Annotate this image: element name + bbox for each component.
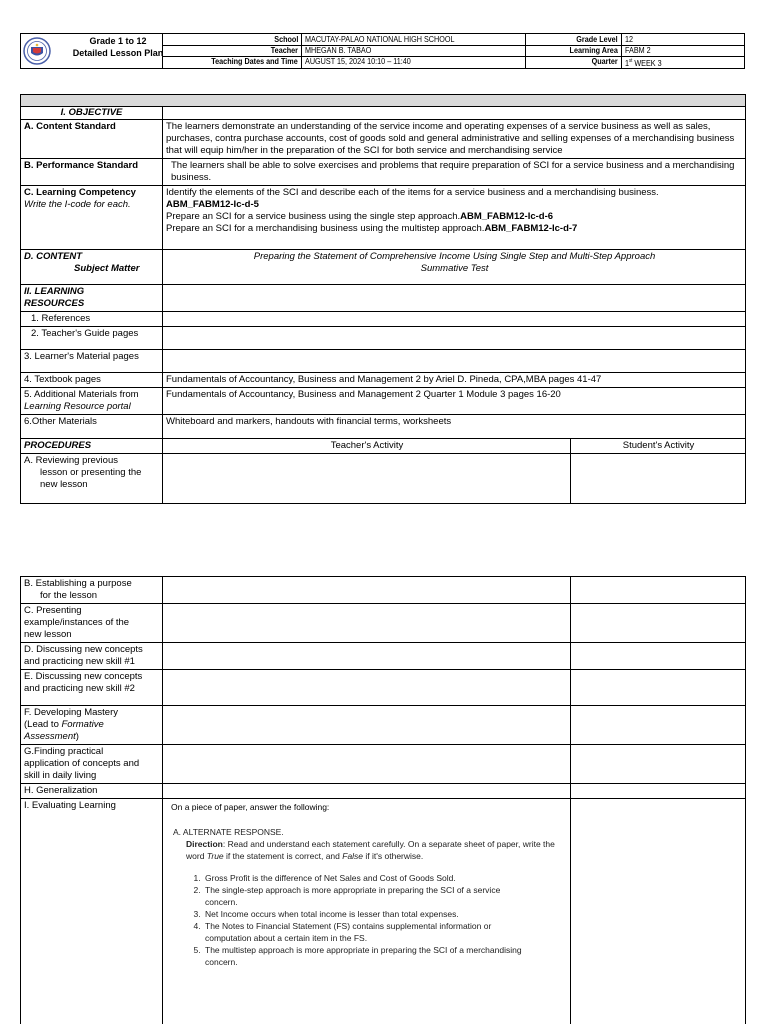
procedure-line: F. Developing Mastery: [24, 707, 118, 718]
procedure-f-label: [21, 706, 163, 745]
school-label: School: [273, 34, 298, 44]
student-activity-heading: Student's Activity: [571, 439, 746, 454]
procedure-line: new lesson: [40, 479, 88, 490]
school-value: MACUTAY-PALAO NATIONAL HIGH SCHOOL: [305, 34, 455, 44]
procedure-e-label: [21, 670, 163, 706]
procedure-line: (Lead to Formative: [24, 719, 104, 730]
objective-heading: I. OBJECTIVE: [21, 107, 163, 120]
content-text: [163, 250, 746, 285]
content-line: Preparing the Statement of Comprehensive Income Using Single Step and Multi-Step Approach: [253, 251, 656, 262]
content-standard-text: The learners demonstrate an understanding of the service income and operating expenses of a service business as well as sales, purchases, contra purchase accounts, cost of goods sold and general administrative and selling expenses of a merchandising business that will equip him/her in the preparation of the SCI for both service and merchandising service: [163, 120, 746, 159]
procedures-heading: PROCEDURES: [21, 439, 163, 454]
lesson-plan-table-1: [20, 94, 746, 504]
content-label: [21, 250, 163, 285]
teacher-value: MHEGAN B. TABAO: [305, 45, 372, 55]
other-materials-value: Whiteboard and markers, handouts with financial terms, worksheets: [163, 415, 746, 439]
question-item: 5. The multistep approach is more appropriate in preparing the SCI of a merchandising concern.: [203, 944, 531, 968]
grade-level-label: Grade Level: [576, 34, 618, 44]
procedure-line: example/instances of the: [24, 617, 130, 628]
title-line: Grade 1 to 12: [89, 36, 147, 46]
additional-label-line: Learning Resource portal: [24, 401, 131, 412]
content-line: Summative Test: [420, 263, 489, 274]
dates-label: Teaching Dates and Time: [211, 56, 298, 66]
procedure-line: application of concepts and: [24, 758, 140, 769]
procedure-a-label: [21, 454, 163, 504]
learning-competency-text: [163, 186, 746, 250]
procedure-line: G.Finding practical: [24, 746, 104, 757]
competency-label: C. Learning Competency: [24, 187, 136, 198]
evaluation-intro: On a piece of paper, answer the following:: [171, 802, 330, 812]
procedure-line: A. Reviewing previous: [24, 455, 118, 466]
additional-materials-value: Fundamentals of Accountancy, Business and Management 2 Quarter 1 Module 3 pages 16-20: [163, 388, 746, 415]
additional-materials-label: [21, 388, 163, 415]
quarter-value: 1st WEEK 3: [625, 57, 662, 68]
additional-label-line: 5. Additional Materials from: [24, 389, 139, 400]
learning-resources-label: [21, 285, 163, 312]
procedure-a-teacher-cell: [163, 454, 571, 504]
procedure-line: for the lesson: [40, 590, 98, 601]
learners-material-label: 3. Learner's Material pages: [21, 350, 163, 373]
procedure-c-label: [21, 604, 163, 643]
question-item: 1. Gross Profit is the difference of Net Sales and Cost of Goods Sold.: [203, 872, 531, 884]
content-standard-label: A. Content Standard: [21, 120, 163, 159]
textbook-value: Fundamentals of Accountancy, Business and Management 2 by Ariel D. Pineda, CPA,MBA pages 41-47: [163, 373, 746, 388]
textbook-label: 4. Textbook pages: [21, 373, 163, 388]
resources-heading: II. LEARNING: [24, 286, 85, 297]
evaluation-content: [171, 801, 568, 968]
procedure-line: E. Discussing new concepts: [24, 671, 143, 682]
competency-line: Identify the elements of the SCI and describe each of the items for a service business and a merchandising business.: [166, 187, 659, 198]
lesson-plan-header: [20, 33, 745, 69]
procedure-i-label: I. Evaluating Learning: [21, 799, 163, 1024]
procedure-line: B. Establishing a purpose: [24, 578, 132, 589]
procedure-b-label: [21, 577, 163, 604]
dates-value: AUGUST 15, 2024 10:10 – 11:40: [305, 56, 411, 66]
procedure-line: D. Discussing new concepts: [24, 644, 143, 655]
procedure-h-label: H. Generalization: [21, 784, 163, 799]
procedure-a-student-cell: [571, 454, 746, 504]
competency-line: Prepare an SCI for a service business using the single step approach.ABM_FABM12-Ic-d-6: [166, 211, 554, 222]
procedure-line: skill in daily living: [24, 770, 97, 781]
question-item: 2. The single-step approach is more appropriate in preparing the SCI of a service concern.: [203, 884, 531, 908]
competency-sublabel: Write the I-code for each.: [24, 199, 131, 210]
quarter-label: Quarter: [591, 56, 618, 66]
direction-text: Direction: Read and understand each statement carefully. On a separate sheet of paper, write the word True if the statement is correct, and False if it's otherwise.: [186, 839, 555, 861]
performance-standard-label: B. Performance Standard: [21, 159, 163, 186]
content-heading: D. CONTENT: [24, 251, 83, 262]
teacher-label: Teacher: [270, 45, 298, 55]
question-list: [171, 872, 531, 968]
teachers-guide-label: 2. Teacher's Guide pages: [21, 327, 163, 350]
performance-standard-text: The learners shall be able to solve exercises and problems that require preparation of SCI for a service business and a merchandising business.: [163, 159, 746, 186]
references-label: 1. References: [21, 312, 163, 327]
procedure-d-label: [21, 643, 163, 670]
plan-title: [53, 34, 183, 68]
subject-matter-label: Subject Matter: [74, 263, 140, 274]
learning-competency-label: [21, 186, 163, 250]
procedure-line: C. Presenting: [24, 605, 82, 616]
procedure-line: and practicing new skill #1: [24, 656, 135, 667]
lesson-plan-table-2: [20, 576, 746, 1024]
deped-seal-icon: [23, 36, 51, 66]
procedure-line: and practicing new skill #2: [24, 683, 135, 694]
grade-level-value: 12: [625, 34, 634, 44]
other-materials-label: 6.Other Materials: [21, 415, 163, 439]
alternate-response-heading: A. ALTERNATE RESPONSE.: [173, 827, 284, 837]
question-item: 4. The Notes to Financial Statement (FS) contains supplemental information or computation about a certain item in the FS.: [203, 920, 531, 944]
teacher-activity-heading: Teacher's Activity: [163, 439, 571, 454]
procedure-line: lesson or presenting the: [40, 467, 142, 478]
evaluation-cell: [163, 799, 571, 1024]
competency-line: Prepare an SCI for a merchandising business using the multistep approach.ABM_FABM12-Ic-d-7: [166, 223, 578, 234]
procedure-line: Assessment): [24, 731, 79, 742]
competency-code: ABM_FABM12-Ic-d-5: [166, 199, 259, 210]
title-line: Detailed Lesson Plan: [72, 48, 164, 58]
question-item: 3. Net Income occurs when total income is lesser than total expenses.: [203, 908, 531, 920]
procedure-g-label: [21, 745, 163, 784]
resources-heading: RESOURCES: [24, 298, 85, 309]
learning-area-label: Learning Area: [569, 45, 618, 55]
learning-area-value: FABM 2: [625, 45, 651, 55]
procedure-line: new lesson: [24, 629, 72, 640]
